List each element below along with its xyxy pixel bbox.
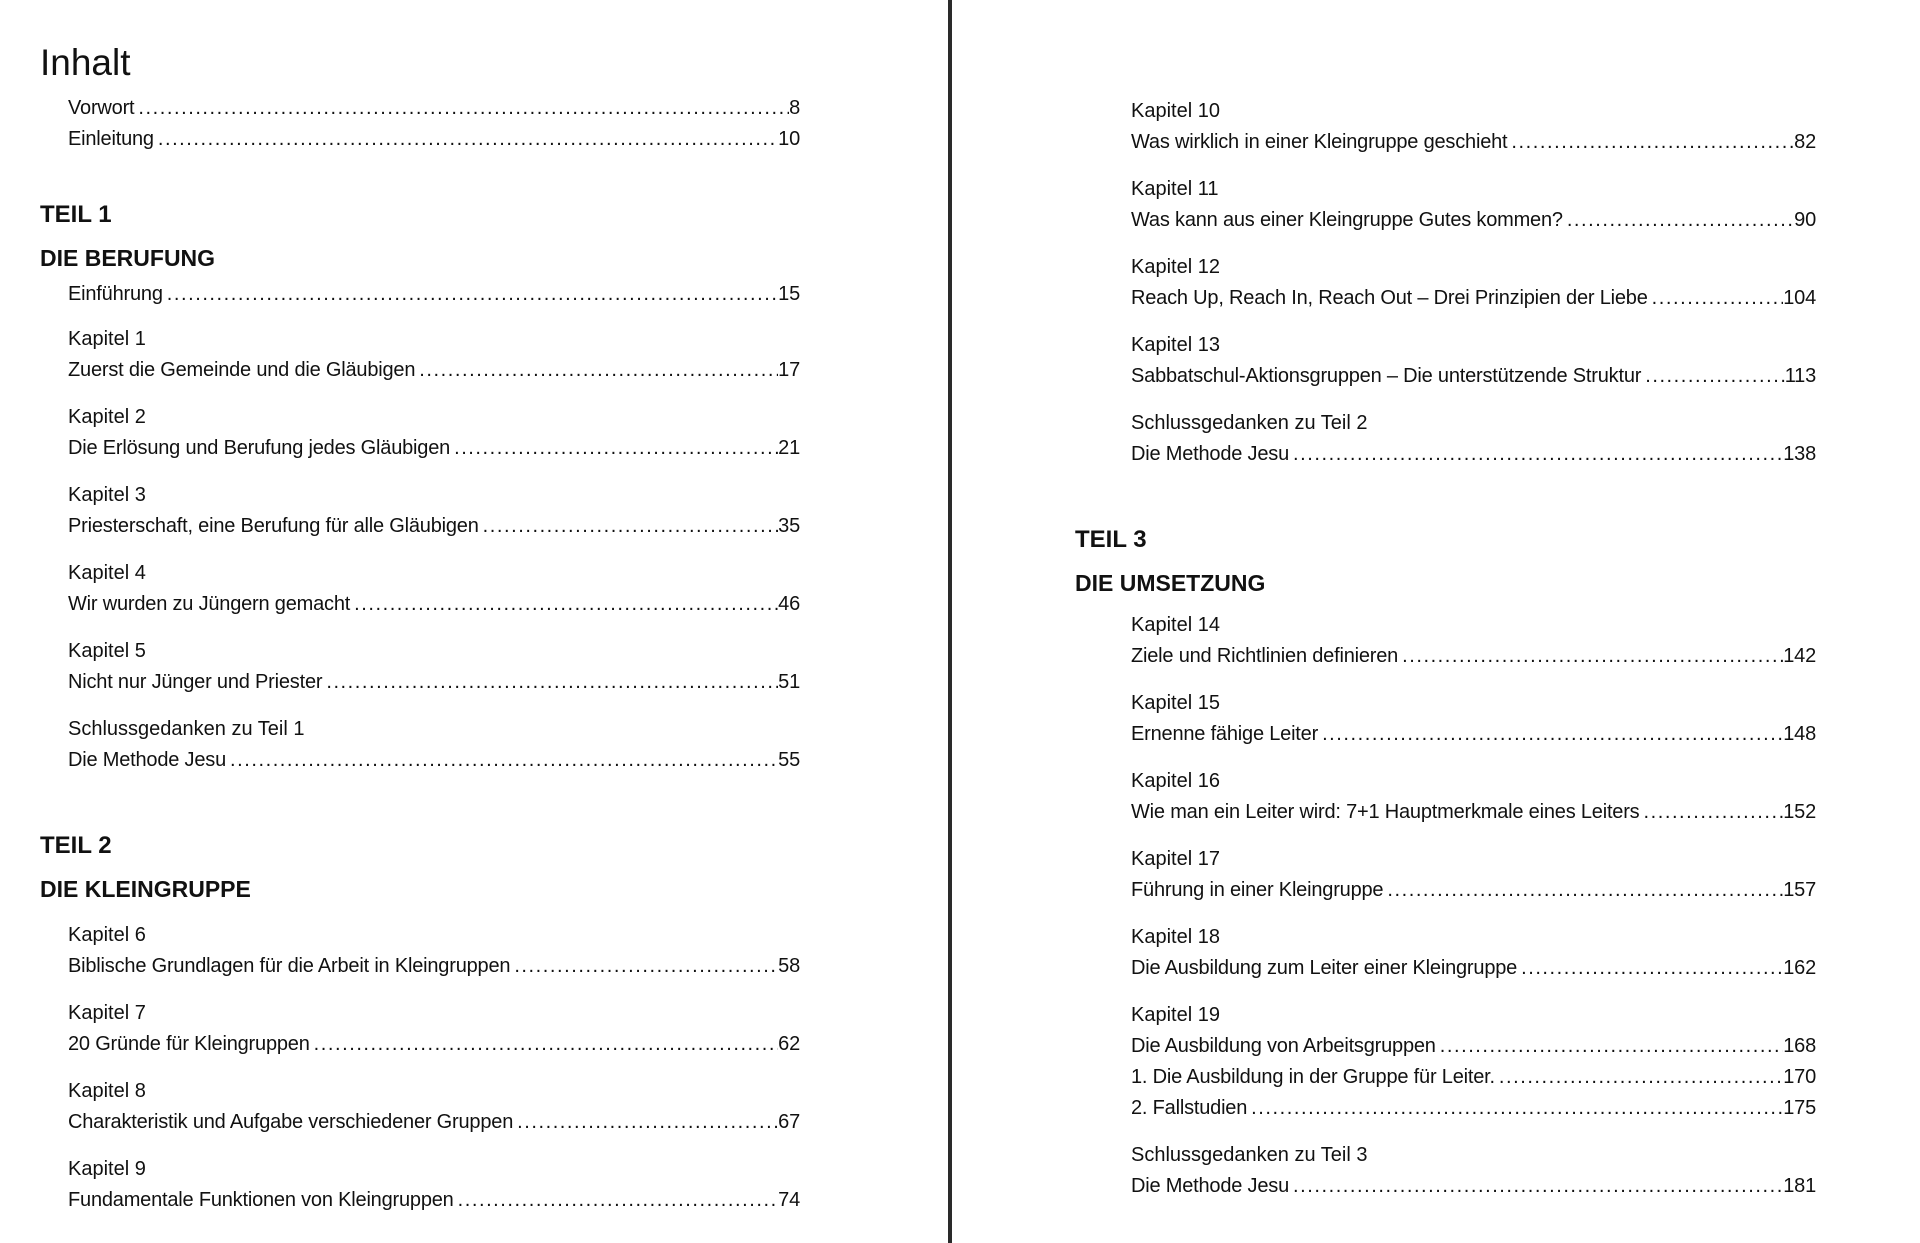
toc-entry-page: 181 xyxy=(1783,1175,1816,1197)
toc-entry-label: Priesterschaft, eine Berufung für alle Gläubigen xyxy=(68,515,479,537)
chapter-heading: Kapitel 16 xyxy=(1131,770,1220,792)
toc-entry-page: 175 xyxy=(1783,1097,1816,1119)
leader-dots xyxy=(1383,875,1783,906)
toc-entry-label: Die Erlösung und Berufung jedes Gläubigen xyxy=(68,437,451,459)
toc-entry-label: Vorwort xyxy=(68,97,135,119)
toc-entry xyxy=(68,1185,800,1216)
toc-chapter-14[interactable] xyxy=(1103,610,1816,672)
toc-entry xyxy=(1131,127,1816,158)
toc-entry-page: 51 xyxy=(778,671,800,693)
chapter-heading: Kapitel 12 xyxy=(1131,256,1220,278)
toc-entry xyxy=(1131,719,1816,750)
toc-entry-label: Führung in einer Kleingruppe xyxy=(1131,879,1384,901)
leader-dots xyxy=(1641,361,1784,392)
toc-entry-label: Ernenne fähige Leiter xyxy=(1131,723,1319,745)
toc-entry-label: Ziele und Richtlinien definieren xyxy=(1131,645,1399,667)
toc-closing-teil-1[interactable] xyxy=(40,714,800,776)
toc-entry-label: 2. Fallstudien xyxy=(1131,1097,1248,1119)
toc-chapter-5[interactable] xyxy=(40,636,800,698)
toc-entry-page: 8 xyxy=(789,97,800,119)
toc-closing-teil-2[interactable] xyxy=(1103,408,1816,470)
toc-chapter-10[interactable] xyxy=(1103,96,1816,158)
toc-entry-page: 58 xyxy=(778,955,800,977)
toc-entry xyxy=(1131,875,1816,906)
part-title-teil-1: DIE BERUFUNG xyxy=(40,245,216,271)
toc-entry-page: 82 xyxy=(1794,131,1816,153)
toc-entry-page: 142 xyxy=(1783,645,1816,667)
leader-dots xyxy=(322,667,778,698)
toc-entry xyxy=(68,667,800,698)
leader-dots xyxy=(1507,127,1794,158)
chapter-heading: Kapitel 3 xyxy=(68,484,146,506)
toc-entry-page: 90 xyxy=(1794,209,1816,231)
toc-entry xyxy=(1131,439,1816,470)
toc-entry xyxy=(68,745,800,776)
toc-entry xyxy=(68,433,800,464)
leader-dots xyxy=(1563,205,1794,236)
toc-entry xyxy=(1131,1171,1816,1202)
leader-dots xyxy=(154,124,778,155)
chapter-heading: Kapitel 14 xyxy=(1131,614,1220,636)
toc-entry-page: 152 xyxy=(1783,801,1816,823)
toc-entry xyxy=(68,355,800,386)
toc-chapter-3[interactable] xyxy=(40,480,800,542)
page-title: Inhalt xyxy=(40,42,131,83)
leader-dots xyxy=(479,511,778,542)
leader-dots xyxy=(1318,719,1783,750)
chapter-heading: Kapitel 6 xyxy=(68,924,146,946)
toc-entry-einleitung[interactable] xyxy=(68,124,800,155)
page-divider xyxy=(948,0,952,1243)
toc-entry xyxy=(1131,953,1816,984)
chapter-heading: Schlussgedanken zu Teil 2 xyxy=(1131,412,1368,434)
leader-dots xyxy=(1517,953,1783,984)
toc-chapter-7[interactable] xyxy=(40,998,800,1060)
toc-entry-page: 55 xyxy=(778,749,800,771)
toc-entry-page: 148 xyxy=(1783,723,1816,745)
chapter-heading: Kapitel 1 xyxy=(68,328,146,350)
leader-dots xyxy=(163,279,778,310)
toc-entry xyxy=(68,511,800,542)
toc-entry-label: Zuerst die Gemeinde und die Gläubigen xyxy=(68,359,416,381)
toc-chapter-11[interactable] xyxy=(1103,174,1816,236)
toc-entry xyxy=(1131,797,1816,828)
toc-chapter-8[interactable] xyxy=(40,1076,800,1138)
leader-dots xyxy=(226,745,778,776)
chapter-heading: Kapitel 8 xyxy=(68,1080,146,1102)
toc-entry xyxy=(1131,641,1816,672)
toc-entry-page: 35 xyxy=(778,515,800,537)
chapter-heading: Kapitel 4 xyxy=(68,562,146,584)
toc-subentry[interactable] xyxy=(1131,1093,1816,1124)
leader-dots xyxy=(1495,1062,1783,1093)
toc-chapter-2[interactable] xyxy=(40,402,800,464)
toc-chapter-6[interactable] xyxy=(40,920,800,982)
toc-entry-page: 15 xyxy=(778,283,800,305)
leader-dots xyxy=(454,1185,779,1216)
toc-entry-label: Einleitung xyxy=(68,128,154,150)
leader-dots xyxy=(415,355,778,386)
right-toc-column xyxy=(1075,96,1816,1218)
leader-dots xyxy=(1648,283,1784,314)
chapter-heading: Kapitel 5 xyxy=(68,640,146,662)
toc-entry xyxy=(1131,361,1816,392)
toc-entry-page: 138 xyxy=(1783,443,1816,465)
toc-entry-label: Einführung xyxy=(68,283,163,305)
toc-chapter-13[interactable] xyxy=(1103,330,1816,392)
part-heading-teil-1: TEIL 1 xyxy=(40,201,112,228)
toc-entry-label: Nicht nur Jünger und Priester xyxy=(68,671,323,693)
left-page xyxy=(0,0,951,1243)
toc-chapter-1[interactable] xyxy=(40,324,800,386)
toc-chapter-15[interactable] xyxy=(1103,688,1816,750)
toc-entry-label: Wir wurden zu Jüngern gemacht xyxy=(68,593,351,615)
chapter-heading: Kapitel 19 xyxy=(1131,1004,1220,1026)
chapter-heading: Kapitel 15 xyxy=(1131,692,1220,714)
part-heading-teil-3: TEIL 3 xyxy=(1075,526,1147,553)
toc-entry-label: Reach Up, Reach In, Reach Out – Drei Prinzipien der Liebe xyxy=(1131,287,1648,309)
toc-entry-vorwort[interactable] xyxy=(68,93,800,124)
chapter-heading: Kapitel 7 xyxy=(68,1002,146,1024)
toc-entry-label: Die Methode Jesu xyxy=(1131,1175,1290,1197)
toc-entry-label: Sabbatschul-Aktionsgruppen – Die unterstützende Struktur xyxy=(1131,365,1642,387)
chapter-heading: Kapitel 13 xyxy=(1131,334,1220,356)
leader-dots xyxy=(510,951,778,982)
toc-entry-page: 170 xyxy=(1783,1066,1816,1088)
leader-dots xyxy=(1436,1031,1783,1062)
toc-entry-page: 67 xyxy=(778,1111,800,1133)
chapter-heading: Kapitel 18 xyxy=(1131,926,1220,948)
toc-entry-label: Was kann aus einer Kleingruppe Gutes kommen? xyxy=(1131,209,1563,231)
toc-closing-teil-3[interactable] xyxy=(1103,1140,1816,1202)
toc-chapter-4[interactable] xyxy=(40,558,800,620)
toc-entry-page: 10 xyxy=(778,128,800,150)
toc-entry-label: Die Ausbildung von Arbeitsgruppen xyxy=(1131,1035,1436,1057)
toc-chapter-9[interactable] xyxy=(40,1154,800,1216)
toc-entry-label: Die Ausbildung zum Leiter einer Kleingruppe xyxy=(1131,957,1518,979)
toc-entry-page: 162 xyxy=(1783,957,1816,979)
leader-dots xyxy=(1247,1093,1783,1124)
toc-chapter-12[interactable] xyxy=(1103,252,1816,314)
toc-entry xyxy=(68,589,800,620)
toc-chapter-16[interactable] xyxy=(1103,766,1816,828)
chapter-heading: Schlussgedanken zu Teil 1 xyxy=(68,718,305,740)
toc-entry-label: Die Methode Jesu xyxy=(1131,443,1290,465)
toc-chapter-19[interactable] xyxy=(1103,1000,1816,1124)
chapter-heading: Schlussgedanken zu Teil 3 xyxy=(1131,1144,1368,1166)
toc-entry-page: 74 xyxy=(778,1189,800,1211)
toc-subentry[interactable] xyxy=(1131,1062,1816,1093)
toc-entry-page: 62 xyxy=(778,1033,800,1055)
toc-entry xyxy=(1131,283,1816,314)
toc-entry-page: 17 xyxy=(778,359,800,381)
toc-entry-label: Charakteristik und Aufgabe verschiedener Gruppen xyxy=(68,1111,514,1133)
leader-dots xyxy=(1289,1171,1783,1202)
toc-entry-label: Die Methode Jesu xyxy=(68,749,227,771)
toc-entry xyxy=(68,1029,800,1060)
leader-dots xyxy=(1639,797,1783,828)
toc-entry xyxy=(1131,205,1816,236)
toc-entry-label: 20 Gründe für Kleingruppen xyxy=(68,1033,310,1055)
toc-entry-page: 21 xyxy=(778,437,800,459)
toc-entry-label: 1. Die Ausbildung in der Gruppe für Leiter. xyxy=(1131,1066,1495,1088)
toc-entry-einfuehrung[interactable] xyxy=(68,279,800,310)
toc-entry-page: 104 xyxy=(1783,287,1816,309)
toc-chapter-18[interactable] xyxy=(1103,922,1816,984)
right-page xyxy=(956,0,1920,1243)
toc-entry-label: Biblische Grundlagen für die Arbeit in Kleingruppen xyxy=(68,955,511,977)
leader-dots xyxy=(1398,641,1783,672)
leader-dots xyxy=(513,1107,778,1138)
toc-entry-label: Fundamentale Funktionen von Kleingruppen xyxy=(68,1189,454,1211)
toc-chapter-17[interactable] xyxy=(1103,844,1816,906)
toc-entry-page: 113 xyxy=(1784,365,1816,387)
leader-dots xyxy=(450,433,778,464)
leader-dots xyxy=(134,93,789,124)
toc-entry-label: Was wirklich in einer Kleingruppe geschieht xyxy=(1131,131,1508,153)
leader-dots xyxy=(1289,439,1783,470)
leader-dots xyxy=(350,589,778,620)
chapter-heading: Kapitel 2 xyxy=(68,406,146,428)
toc-entry-label: Wie man ein Leiter wird: 7+1 Hauptmerkmale eines Leiters xyxy=(1131,801,1640,823)
left-toc-column xyxy=(40,38,800,1232)
toc-entry-page: 157 xyxy=(1783,879,1816,901)
toc-entry-page: 46 xyxy=(778,593,800,615)
chapter-heading: Kapitel 10 xyxy=(1131,100,1220,122)
leader-dots xyxy=(310,1029,779,1060)
chapter-heading: Kapitel 9 xyxy=(68,1158,146,1180)
part-title-teil-2: DIE KLEINGRUPPE xyxy=(40,876,251,902)
chapter-heading: Kapitel 11 xyxy=(1131,178,1219,200)
toc-entry xyxy=(1131,1031,1816,1062)
chapter-heading: Kapitel 17 xyxy=(1131,848,1220,870)
toc-entry-page: 168 xyxy=(1783,1035,1816,1057)
toc-entry xyxy=(68,1107,800,1138)
toc-entry xyxy=(68,951,800,982)
part-heading-teil-2: TEIL 2 xyxy=(40,832,112,859)
part-title-teil-3: DIE UMSETZUNG xyxy=(1075,570,1266,596)
